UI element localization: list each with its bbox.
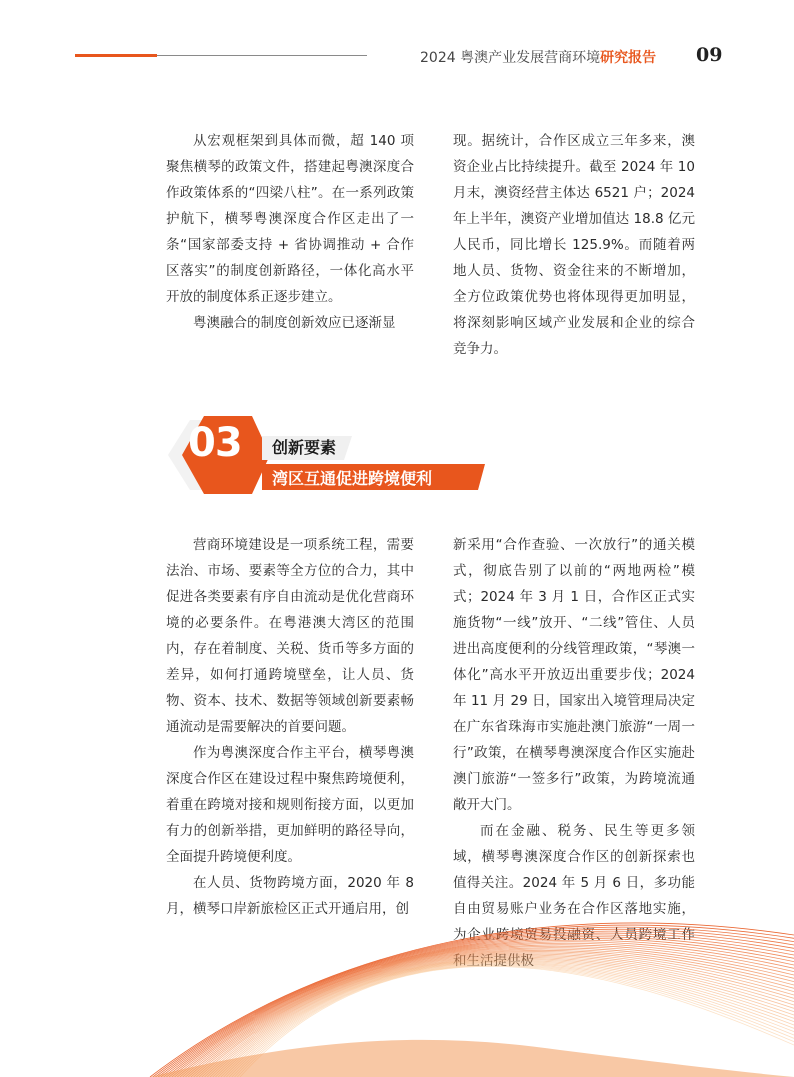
- wave-line: [235, 965, 794, 1077]
- column-bottom-right: [453, 532, 695, 974]
- paragraph: 营商环境建设是一项系统工程，需要法治、市场、要素等全方位的合力，其中促进各类要素有序自由流动是优化营商环境的必要条件。在粤港澳大湾区的范围内，存在着制度、关税、货币等多方面的差异，如何打通跨境壁垒，让人员、货物、资本、技术、数据等领域创新要素畅通流动是需要解决的首要问题。: [166, 537, 414, 735]
- column-top-right: [453, 128, 695, 362]
- report-title-highlight: 研究报告: [600, 50, 657, 66]
- section-subtitle: 湾区互通促进跨境便利: [272, 469, 433, 488]
- wave-line: [207, 956, 794, 1077]
- header-line-grey: [157, 55, 367, 56]
- report-title: [420, 47, 656, 67]
- wave-line: [226, 963, 794, 1077]
- header-line-orange: [75, 54, 157, 57]
- paragraph: 而在金融、税务、民生等更多领域，横琴粤澳深度合作区的创新探索也值得关注。2024 年 5 月 6 日，多功能自由贸易账户业务在合作区落地实施，为企业跨境贸易投融资、人员跨境工作和生活提供极: [453, 823, 695, 969]
- wave-line: [229, 963, 794, 1077]
- wave-line: [218, 960, 794, 1077]
- wave-line: [210, 957, 794, 1077]
- paragraph: 从宏观框架到具体而微，超 140 项聚焦横琴的政策文件，搭建起粤澳深度合作政策体系的“四梁八柱”。在一系列政策护航下，横琴粤澳深度合作区走出了一条“国家部委支持 + 省协调推动 + 合作区落实”的制度创新路径，一体化高水平开放的制度体系正逐步建立。: [166, 133, 414, 305]
- wave-line: [237, 966, 794, 1077]
- paragraph: 在人员、货物跨境方面，2020 年 8 月，横琴口岸新旅检区正式开通启用，创: [166, 875, 414, 917]
- wave-line: [215, 959, 794, 1077]
- paragraph: 新采用“合作查验、一次放行”的通关模式，彻底告别了以前的“两地两检”模式；2024 年 3 月 1 日，合作区正式实施货物“一线”放开、“二线”管住、人员进出高度便利的分线管理政策，“琴澳一体化”高水平开放迈出重要步伐；2024 年 11 月 29 日，国家出入境管理局决定在广东省珠海市实施赴澳门旅游“一周一行”政策，在横琴粤澳深度合作区实施赴澳门旅游“一签多行”政策，为跨境流通敞开大门。: [453, 537, 695, 813]
- page-number: 09: [696, 44, 723, 66]
- section-header: [160, 408, 500, 498]
- report-title-main: 2024 粤澳产业发展营商环境: [420, 50, 601, 66]
- paragraph: 作为粤澳深度合作主平台，横琴粤澳深度合作区在建设过程中聚焦跨境便利，着重在跨境对接和规则衔接方面，以更加有力的创新举措，更加鲜明的路径导向，全面提升跨境便利度。: [166, 745, 414, 865]
- paragraph: 粤澳融合的制度创新效应已逐渐显: [193, 315, 396, 331]
- section-number: 03: [188, 420, 242, 466]
- wave-line: [232, 964, 794, 1077]
- wave-line: [213, 958, 794, 1077]
- wave-line: [240, 966, 794, 1077]
- column-top-left: [166, 128, 414, 336]
- wave-line: [221, 961, 794, 1077]
- section-title: 创新要素: [272, 438, 337, 457]
- wave-fill: [150, 1040, 794, 1077]
- column-bottom-left: [166, 532, 414, 922]
- wave-line: [224, 962, 794, 1077]
- paragraph: 现。据统计，合作区成立三年多来，澳资企业占比持续提升。截至 2024 年 10 月末，澳资经营主体达 6521 户；2024 年上半年，澳资产业增加值达 18.8 亿元人民币，同比增长 125.9%。而随着两地人员、货物、资金往来的不断增加，全方位政策优势也将体现得更加明显，将深刻影响区域产业发展和企业的综合竞争力。: [453, 133, 695, 357]
